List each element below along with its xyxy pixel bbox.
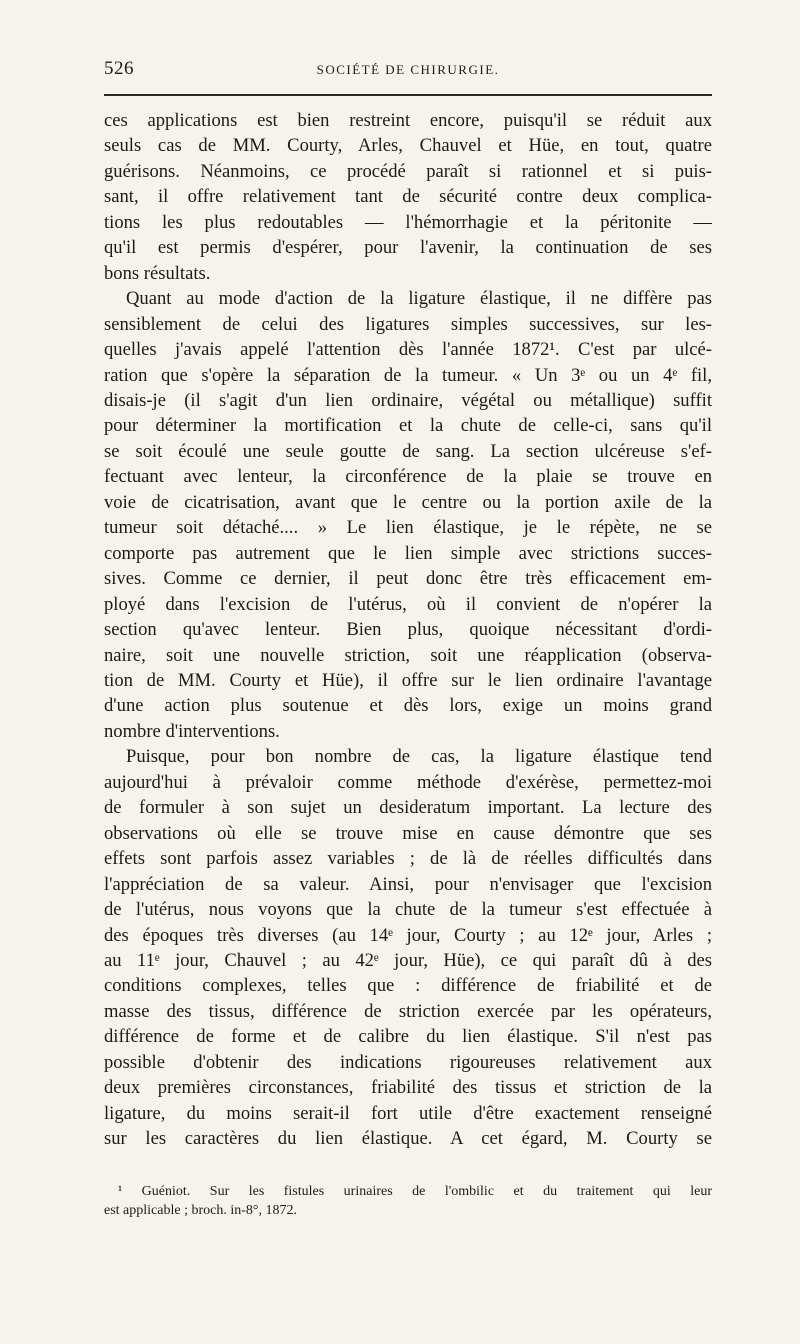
header-rule: [104, 94, 712, 96]
text-line: conditions complexes, telles que : différence de friabilité et de: [104, 975, 712, 997]
text-line: Puisque, pour bon nombre de cas, la ligature élastique tend: [126, 746, 712, 768]
text-line: voie de cicatrisation, avant que le centre ou la portion axile de la: [104, 491, 712, 513]
text-line: ployé dans l'excision de l'utérus, où il convient de n'opérer la: [104, 593, 712, 615]
text-line: d'une action plus soutenue et dès lors, exige un moins grand: [104, 695, 712, 717]
text-line: tions les plus redoutables — l'hémorrhagie et la péritonite —: [104, 211, 712, 233]
text-line: ligature, du moins serait-il fort utile d'être exactement renseigné: [104, 1102, 712, 1124]
body-text: [104, 108, 712, 1152]
text-line: masse des tissus, différence de striction exercée par les opérateurs,: [104, 1000, 712, 1022]
text-line: tumeur soit détaché.... » Le lien élastique, je le répète, ne se: [104, 517, 712, 539]
text-line: section qu'avec lenteur. Bien plus, quoique nécessitant d'ordi-: [104, 619, 712, 641]
text-line: possible d'obtenir des indications rigoureuses relativement aux: [104, 1051, 712, 1073]
paragraph-2: [104, 286, 712, 744]
text-line: sur les caractères du lien élastique. A cet égard, M. Courty se: [104, 1128, 712, 1150]
text-line: sensiblement de celui des ligatures simples successives, sur les-: [104, 313, 712, 335]
text-line: des époques très diverses (au 14ᵉ jour, Courty ; au 12ᵉ jour, Arles ;: [104, 924, 712, 946]
text-line: de l'utérus, nous voyons que la chute de la tumeur s'est effectuée à: [104, 899, 712, 921]
page-number: 526: [104, 58, 134, 79]
text-line: qu'il est permis d'espérer, pour l'avenir, la continuation de ses: [104, 237, 712, 259]
text-line: de formuler à son sujet un desideratum important. La lecture des: [104, 797, 712, 819]
page-header: [104, 58, 712, 88]
text-line: sives. Comme ce dernier, il peut donc être très efficacement em-: [104, 568, 712, 590]
text-line: fectuant avec lenteur, la circonférence de la plaie se trouve en: [104, 466, 712, 488]
text-line: Quant au mode d'action de la ligature élastique, il ne diffère pas: [126, 288, 712, 310]
text-line: sant, il offre relativement tant de sécurité contre deux complica-: [104, 186, 712, 208]
text-line: seuls cas de MM. Courty, Arles, Chauvel et Hüe, en tout, quatre: [104, 135, 712, 157]
text-line: comporte pas autrement que le lien simple avec strictions succes-: [104, 542, 712, 564]
text-line: observations où elle se trouve mise en cause démontre que ses: [104, 822, 712, 844]
footnote-line: est applicable ; broch. in-8°, 1872.: [104, 1203, 297, 1218]
footnote: [104, 1182, 712, 1220]
text-line: se soit écoulé une seule goutte de sang. La section ulcéreuse s'ef-: [104, 440, 712, 462]
paragraph-3: [104, 744, 712, 1151]
paragraph-1: [104, 108, 712, 286]
text-line: pour déterminer la mortification et la chute de celle-ci, sans qu'il: [104, 415, 712, 437]
text-line: ration que s'opère la séparation de la tumeur. « Un 3ᵉ ou un 4ᵉ fil,: [104, 364, 712, 386]
text-line: l'appréciation de sa valeur. Ainsi, pour n'envisager que l'excision: [104, 873, 712, 895]
text-line: tion de MM. Courty et Hüe), il offre sur le lien ordinaire l'avantage: [104, 669, 712, 691]
text-line: ces applications est bien restreint encore, puisqu'il se réduit aux: [104, 110, 712, 131]
text-line: nombre d'interventions.: [104, 720, 280, 742]
text-line: disais-je (il s'agit d'un lien ordinaire, végétal ou métallique) suffit: [104, 389, 712, 411]
footnote-line: ¹ Guéniot. Sur les fistules urinaires de l'ombilic et du traitement qui leur: [118, 1184, 712, 1199]
text-line: guérisons. Néanmoins, ce procédé paraît si rationnel et si puis-: [104, 160, 712, 182]
text-line: naire, soit une nouvelle striction, soit une réapplication (observa-: [104, 644, 712, 666]
running-head: SOCIÉTÉ DE CHIRURGIE.: [316, 62, 500, 77]
text-line: quelles j'avais appelé l'attention dès l'année 1872¹. C'est par ulcé-: [104, 339, 712, 361]
text-line: bons résultats.: [104, 262, 211, 284]
text-line: effets sont parfois assez variables ; de là de réelles difficultés dans: [104, 848, 712, 870]
text-line: aujourd'hui à prévaloir comme méthode d'exérèse, permettez-moi: [104, 771, 712, 793]
text-line: au 11ᵉ jour, Chauvel ; au 42ᵉ jour, Hüe), ce qui paraît dû à des: [104, 949, 712, 971]
text-line: différence de forme et de calibre du lien élastique. S'il n'est pas: [104, 1026, 712, 1048]
text-line: deux premières circonstances, friabilité des tissus et striction de la: [104, 1077, 712, 1099]
